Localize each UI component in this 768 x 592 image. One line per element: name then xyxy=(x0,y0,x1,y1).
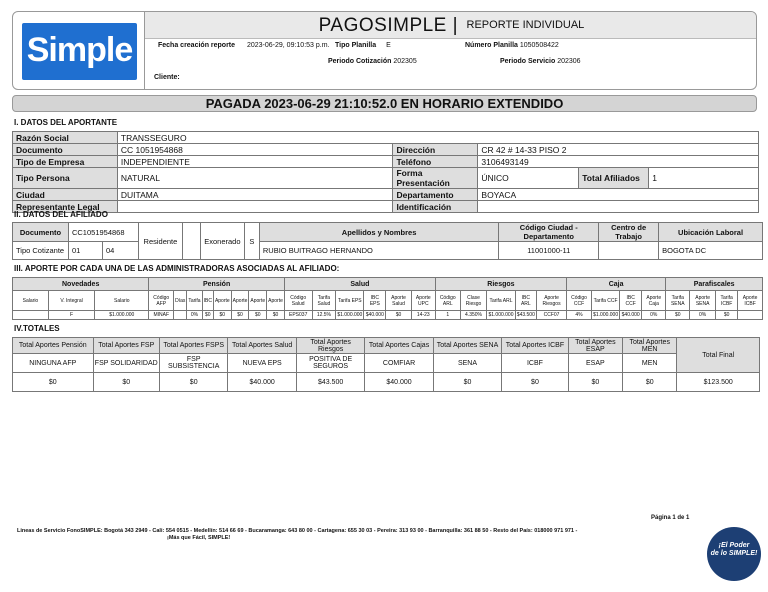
aportes-value-cell: $0 xyxy=(202,311,213,320)
aportes-value-cell: $1.000.000 xyxy=(337,312,363,318)
residente-label: Residente xyxy=(138,223,182,260)
ciudad-label: Ciudad xyxy=(13,189,118,201)
aportes-value-cell: $43.500 xyxy=(516,312,535,318)
centro-trabajo-value xyxy=(599,242,659,260)
telefono-value: 3106493149 xyxy=(478,156,759,168)
section-title-aportante: I. DATOS DEL APORTANTE xyxy=(14,118,118,127)
totales-value-cell: $0 xyxy=(433,373,501,392)
table-row xyxy=(13,189,759,201)
badge-line-1: ¡El Poder xyxy=(718,542,750,549)
aportes-subheader-cell: Aporte ICBF xyxy=(738,291,763,311)
total-afiliados-label: Total Afiliados xyxy=(579,168,649,189)
totales-entity-cell: FSP SOLIDARIDAD xyxy=(93,354,159,373)
totales-value-cell: $0 xyxy=(159,373,227,392)
aportes-subheader-cell: Tarifa EPS xyxy=(336,291,364,311)
identificacion-label: Identificación xyxy=(393,201,478,213)
section-title-aportes: III. APORTE POR CADA UNA DE LAS ADMINISTRADORAS ASOCIADAS AL AFILIADO: xyxy=(14,264,340,273)
periodo-cotizacion-value: 202305 xyxy=(393,58,417,65)
documento-value: CC1051954868 xyxy=(68,223,138,242)
totales-header-cell: Total Aportes Pensión xyxy=(13,338,94,354)
group-parafiscales: Parafiscales xyxy=(666,278,763,291)
group-pension: Pensión xyxy=(149,278,285,291)
table-row xyxy=(13,338,760,354)
aportes-subheader-cell: Aporte Riesgos xyxy=(537,291,567,311)
totales-header-cell: Total Aportes Riesgos xyxy=(296,338,364,354)
aportes-value-cell xyxy=(174,311,187,320)
totales-value-cell: $0 xyxy=(502,373,568,392)
totales-header-cell: Total Aportes SENA xyxy=(433,338,501,354)
totales-header-cell: Total Aportes FSPS xyxy=(159,338,227,354)
totales-value-cell: $0 xyxy=(13,373,94,392)
aportes-value-cell: $1.000.000 xyxy=(488,312,514,318)
aportes-value-cell: $0 xyxy=(231,311,249,320)
numero-planilla-value: 1050508422 xyxy=(519,42,559,49)
aportes-subheader-cell: IBC xyxy=(202,291,213,311)
tipo-empresa-label: Tipo de Empresa xyxy=(13,156,118,168)
tipo-planilla-label: Tipo Planilla xyxy=(335,42,377,49)
aportes-subheader-cell: Aporte xyxy=(267,291,285,311)
title-bar xyxy=(145,12,757,39)
aportes-value-cell: $0 xyxy=(213,311,231,320)
tipo-planilla xyxy=(335,42,391,49)
forma-presentacion-value: ÚNICO xyxy=(478,168,579,189)
table-row xyxy=(13,242,763,260)
periodo-servicio-label: Periodo Servicio xyxy=(500,58,556,65)
aportes-value-cell: 0% xyxy=(690,311,716,320)
totales-header-cell: Total Aportes MEN xyxy=(623,338,677,354)
aportes-table xyxy=(12,277,763,320)
aportes-value-cell: $0 xyxy=(716,311,738,320)
report-header xyxy=(12,11,757,90)
exonerado-value: S xyxy=(244,223,259,260)
totales-entity-cell: ICBF xyxy=(502,354,568,373)
forma-presentacion-label: Forma Presentación xyxy=(393,168,478,189)
nombres-header: Apellidos y Nombres xyxy=(259,223,498,242)
table-row xyxy=(13,291,763,311)
group-novedades: Novedades xyxy=(13,278,149,291)
section-title-totales: IV.TOTALES xyxy=(14,324,60,333)
fecha-label: Fecha creación reporte xyxy=(158,42,236,49)
group-riesgos: Riesgos xyxy=(435,278,566,291)
representante-value xyxy=(117,201,393,213)
totales-entity-cell: COMFIAR xyxy=(365,354,433,373)
totales-entity-cell: NUEVA EPS xyxy=(228,354,296,373)
table-row xyxy=(13,156,759,168)
aportes-subheader-cell: Aporte UPC xyxy=(411,291,435,311)
tipo-cotizante-label: Tipo Cotizante xyxy=(13,242,69,260)
aportes-subheader-cell: Aporte Salud xyxy=(386,291,411,311)
group-salud: Salud xyxy=(284,278,435,291)
ubicacion-header: Ubicación Laboral xyxy=(659,223,763,242)
table-row xyxy=(13,354,760,373)
totales-entity-cell: SENA xyxy=(433,354,501,373)
aportes-subheader-cell: Clase Riesgo xyxy=(460,291,487,311)
slogan-badge xyxy=(707,527,761,581)
aportes-value-cell: EPS037 xyxy=(284,311,312,320)
totales-value-cell: $40.000 xyxy=(228,373,296,392)
totales-header-cell: Total Aportes Cajas xyxy=(365,338,433,354)
section-title-afiliado: II. DATOS DEL AFILIADO xyxy=(14,210,108,219)
total-afiliados-value: 1 xyxy=(649,168,759,189)
aportes-subheader-cell: Tarifa xyxy=(187,291,202,311)
totales-value-cell: $40.000 xyxy=(365,373,433,392)
simple-logo xyxy=(22,23,137,80)
totales-entity-cell: NINGUNA AFP xyxy=(13,354,94,373)
aportes-subheader-cell: Código CCF xyxy=(566,291,591,311)
residente-value xyxy=(182,223,200,260)
aportes-subheader-cell: Código AFP xyxy=(149,291,174,311)
razon-social-label: Razón Social xyxy=(13,132,118,144)
report-title: PAGOSIMPLE | xyxy=(318,15,459,36)
aportes-subheader-cell: Tarifa ARL xyxy=(487,291,515,311)
aportes-subheader-cell: IBC EPS xyxy=(364,291,386,311)
totales-header-cell: Total Aportes ESAP xyxy=(568,338,622,354)
total-final-value: $123.500 xyxy=(677,373,760,392)
aportes-value-cell: $0 xyxy=(666,311,690,320)
telefono-label: Teléfono xyxy=(393,156,478,168)
aportes-value-cell: CCF07 xyxy=(537,311,567,320)
total-final-label: Total Final xyxy=(677,338,760,373)
ciudad-value: DUITAMA xyxy=(117,189,393,201)
aportes-value-cell: 0% xyxy=(642,311,666,320)
exonerado-label: Exonerado xyxy=(200,223,244,260)
centro-trabajo-header: Centro de Trabajo xyxy=(599,223,659,242)
aportes-subheader-cell: Aporte Caja xyxy=(642,291,666,311)
aportes-subheader-cell: Aporte xyxy=(213,291,231,311)
table-row xyxy=(13,278,763,291)
aportes-value-cell: 12.5% xyxy=(312,311,336,320)
report-subtitle: REPORTE INDIVIDUAL xyxy=(466,19,585,31)
direccion-value: CR 42 # 14-33 PISO 2 xyxy=(478,144,759,156)
departamento-value: BOYACA xyxy=(478,189,759,201)
totales-value-cell: $0 xyxy=(623,373,677,392)
aportes-subheader-cell: Código ARL xyxy=(435,291,460,311)
aportes-subheader-cell: V. Integral xyxy=(48,291,94,311)
table-row xyxy=(13,144,759,156)
table-row xyxy=(13,311,763,320)
fecha-value: 2023-06-29, 09:10:53 p.m. xyxy=(246,42,330,49)
periodo-cotizacion xyxy=(328,58,417,65)
aportes-subheader-cell: IBC ARL xyxy=(515,291,537,311)
razon-social-value: TRANSSEGURO xyxy=(117,132,758,144)
aportes-subheader-cell: Salario xyxy=(13,291,49,311)
ubicacion-value: BOGOTA DC xyxy=(659,242,763,260)
aportes-empty-cell xyxy=(738,311,763,320)
tipo-cotizante-value-2: 04 xyxy=(102,242,138,260)
aportes-value-cell: MINAF xyxy=(149,311,174,320)
tipo-cotizante-value-1: 01 xyxy=(68,242,102,260)
aportes-value-cell: 0% xyxy=(187,311,202,320)
badge-line-2: de lo SIMPLE! xyxy=(710,550,758,557)
representante-label: Representante Legal xyxy=(13,201,118,213)
codigo-ciudad-value: 11001000-11 xyxy=(499,242,599,260)
table-row xyxy=(13,168,759,189)
aportes-subheader-cell: Código Salud xyxy=(284,291,312,311)
cliente-label: Cliente: xyxy=(154,74,180,81)
aportes-subheader-cell: Días xyxy=(174,291,187,311)
fecha-creacion xyxy=(158,42,330,49)
table-row xyxy=(13,223,763,242)
logo-panel xyxy=(13,12,145,90)
aportes-value-cell: $0 xyxy=(249,311,267,320)
totales-header-cell: Total Aportes Salud xyxy=(228,338,296,354)
aportes-subheader-cell: Aporte SENA xyxy=(690,291,716,311)
aportes-value-cell: $0 xyxy=(267,311,285,320)
aportes-subheader-cell: Tarifa Salud xyxy=(312,291,336,311)
totales-value-cell: $0 xyxy=(568,373,622,392)
aportes-value-cell: 4.350% xyxy=(460,311,487,320)
footer-tagline: ¡Más que Fácil, SIMPLE! xyxy=(167,535,231,541)
aportes-value-cell: 14-23 xyxy=(411,311,435,320)
aportes-subheader-cell: IBC CCF xyxy=(620,291,642,311)
documento-value: CC 1051954868 xyxy=(117,144,393,156)
tipo-empresa-value: INDEPENDIENTE xyxy=(117,156,393,168)
direccion-label: Dirección xyxy=(393,144,478,156)
aportes-value-cell: 1 xyxy=(435,311,460,320)
footer-service-lines xyxy=(17,528,657,542)
logo-text: Simple xyxy=(26,31,133,69)
aportes-value-cell: $1.000.000 xyxy=(95,311,149,320)
aportes-value-cell: F xyxy=(48,311,94,320)
periodo-servicio xyxy=(500,58,581,65)
aportes-value-cell: $1.000.000 xyxy=(593,312,619,318)
aportes-subheader-cell: Tarifa SENA xyxy=(666,291,690,311)
aportes-value-cell: $0 xyxy=(386,311,411,320)
service-lines-text: Lineas de Servicio FonoSIMPLE: Bogotá 343 2949 - Cali: 554 0515 - Medellín: 514 66 69 - Bucaramanga: 643 80 00 - Cartagena: 655 30 03 - Pereira: 313 93 00 - Barranquilla: 361 88 50 - Resto del País: 018000 971 971 - xyxy=(17,528,578,534)
totales-value-cell: $43.500 xyxy=(296,373,364,392)
numero-planilla xyxy=(465,42,559,49)
periodo-cotizacion-label: Periodo Cotización xyxy=(328,58,392,65)
page-number: Página 1 de 1 xyxy=(651,515,690,521)
identificacion-value xyxy=(478,201,759,213)
aportante-table xyxy=(12,131,759,213)
totales-value-cell: $0 xyxy=(93,373,159,392)
codigo-ciudad-header: Código Ciudad - Departamento xyxy=(499,223,599,242)
totales-table xyxy=(12,337,760,392)
documento-label: Documento xyxy=(13,144,118,156)
table-row xyxy=(13,373,760,392)
tipo-planilla-value: E xyxy=(386,42,391,49)
totales-header-cell: Total Aportes FSP xyxy=(93,338,159,354)
numero-planilla-label: Número Planilla xyxy=(465,42,518,49)
departamento-label: Departamento xyxy=(393,189,478,201)
aportes-value-cell: $40.000 xyxy=(365,312,384,318)
aportes-subheader-cell: Aporte xyxy=(231,291,249,311)
cliente xyxy=(154,74,180,81)
periodo-servicio-value: 202306 xyxy=(557,58,581,65)
aportes-subheader-cell: Aporte xyxy=(249,291,267,311)
afiliado-table xyxy=(12,222,763,260)
totales-header-cell: Total Aportes ICBF xyxy=(502,338,568,354)
aportes-subheader-cell: Tarifa ICBF xyxy=(716,291,738,311)
totales-entity-cell: ESAP xyxy=(568,354,622,373)
aportes-subheader-cell: Tarifa CCF xyxy=(592,291,620,311)
aportes-value-cell: 4% xyxy=(566,311,591,320)
totales-entity-cell: FSP SUBSISTENCIA xyxy=(159,354,227,373)
aportes-subheader-cell: Salario xyxy=(95,291,149,311)
tipo-persona-value: NATURAL xyxy=(117,168,393,189)
group-caja: Caja xyxy=(566,278,665,291)
totales-entity-cell: MEN xyxy=(623,354,677,373)
aportes-value-cell: $40.000 xyxy=(620,311,642,320)
totales-entity-cell: POSITIVA DE SEGUROS xyxy=(296,354,364,373)
aportes-novedades-cell xyxy=(13,311,49,320)
payment-status-banner: PAGADA 2023-06-29 21:10:52.0 EN HORARIO EXTENDIDO xyxy=(12,95,757,112)
documento-header: Documento xyxy=(13,223,69,242)
table-row xyxy=(13,132,759,144)
table-row xyxy=(13,201,759,213)
tipo-persona-label: Tipo Persona xyxy=(13,168,118,189)
nombres-value: RUBIO BUITRAGO HERNANDO xyxy=(259,242,498,260)
